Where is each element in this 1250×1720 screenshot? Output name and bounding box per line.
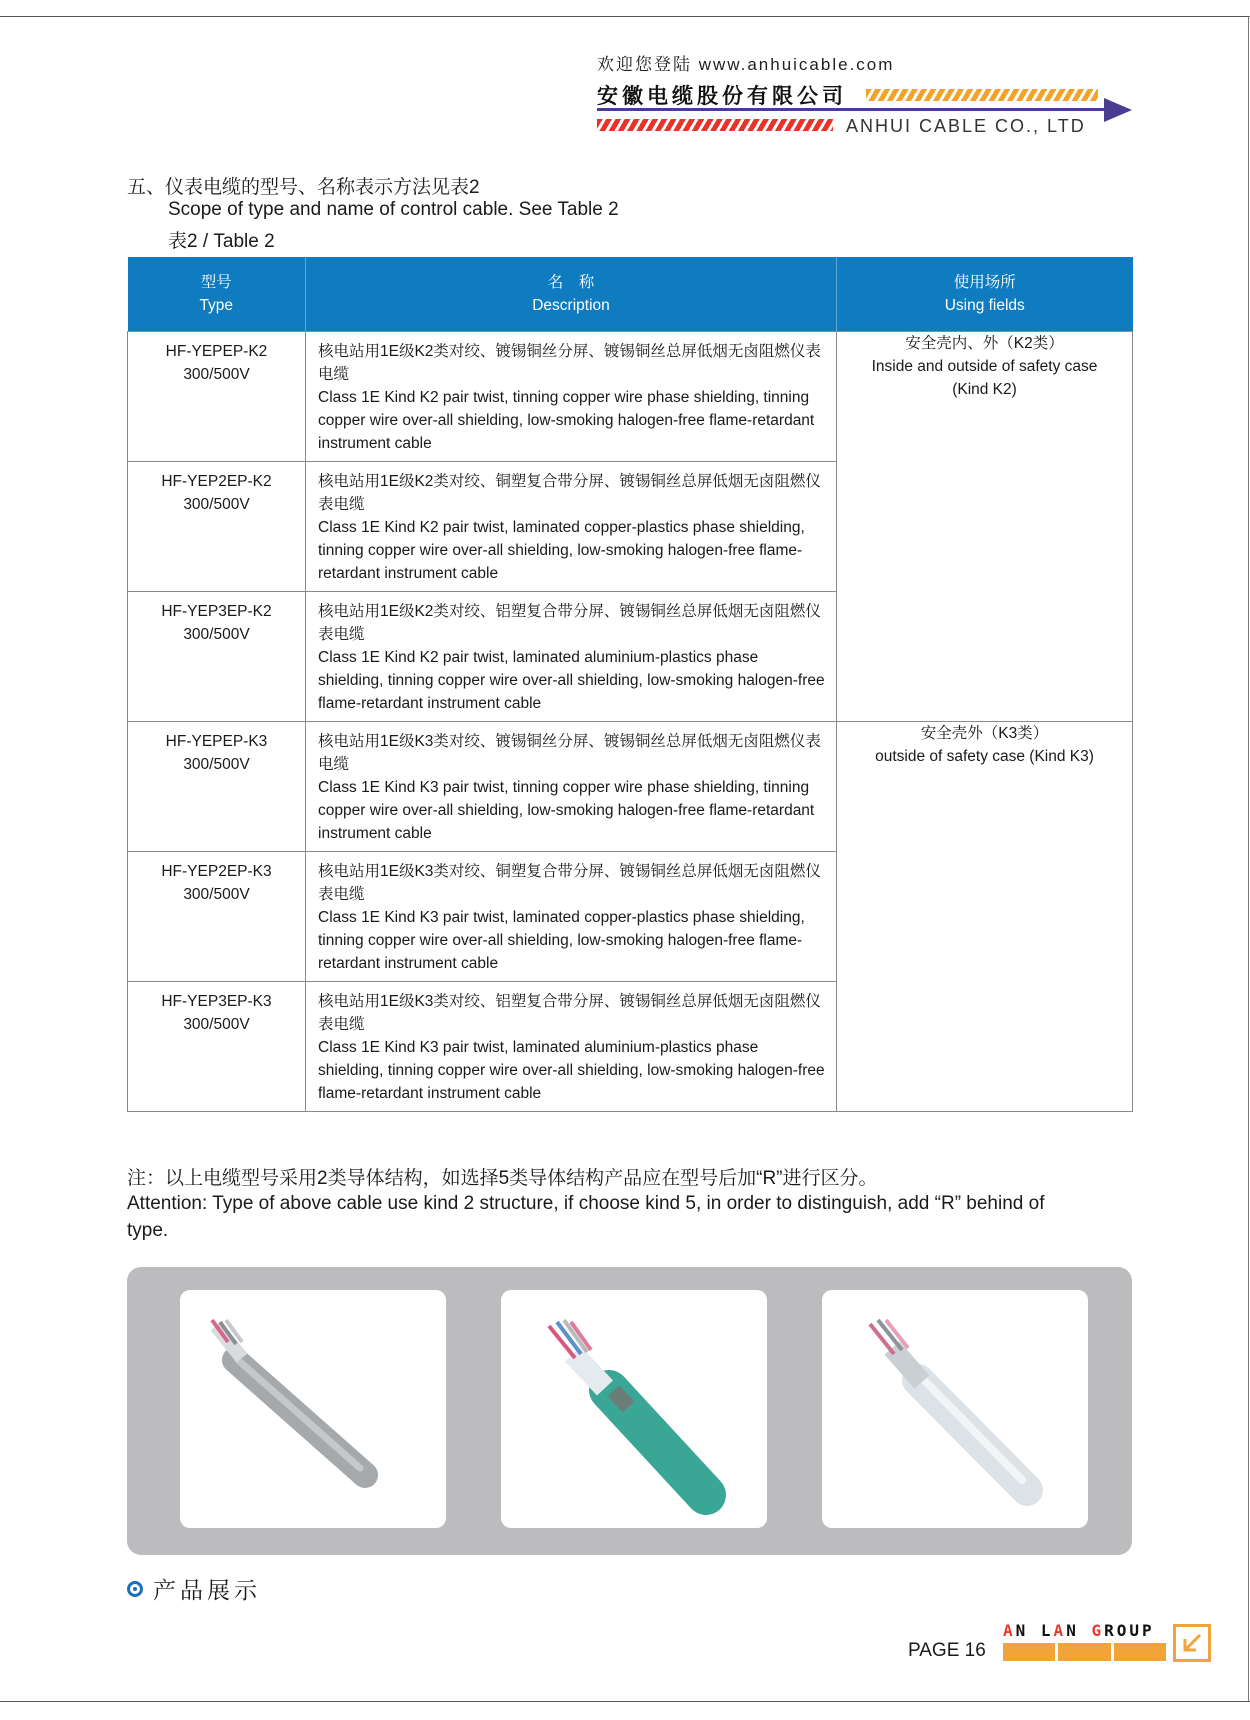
using-field-cell [837,722,1133,1112]
arrow-down-left-icon [1176,1627,1208,1659]
description-en: Class 1E Kind K2 pair twist, laminated copper-plastics phase shielding, tinning copper wire over-all shielding, low-smoking halogen-free flame-retardant instrument cable [318,519,805,582]
model-code: HF-YEPEP-K3 [165,733,268,750]
type-cell [128,852,306,982]
header-type-en: Type [199,297,234,314]
description-en: Class 1E Kind K3 pair twist, laminated aluminium-plastics phase shielding, tinning copper wire over-all shielding, low-smoking halogen-free flame-retardant instrument cable [318,1039,825,1102]
description-en: Class 1E Kind K3 pair twist, laminated copper-plastics phase shielding, tinning copper wire over-all shielding, low-smoking halogen-free flame-retardant instrument cable [318,909,805,972]
bottom-rule [0,1701,1250,1702]
header-field-en: Using fields [944,297,1025,314]
type-cell [128,592,306,722]
voltage-rating: 300/500V [183,496,250,513]
note-cn: 注：以上电缆型号采用2类导体结构，如选择5类导体结构产品应在型号后加“R”进行区分。 [127,1168,878,1189]
using-field-en: outside of safety case (Kind K3) [875,748,1094,765]
cable-image-1 [180,1290,446,1528]
model-code: HF-YEP2EP-K2 [161,473,272,490]
description-en: Class 1E Kind K3 pair twist, tinning copper wire phase shielding, tinning copper wire over-all shielding, low-smoking halogen-free flame-retardant instrument cable [318,779,815,842]
cable-image-3 [822,1290,1088,1528]
header-field-cn: 使用场所 [953,274,1016,291]
brand-part: ROUP [1104,1621,1155,1640]
right-rule [1248,16,1249,1702]
product-panel [127,1267,1132,1555]
header-type [128,257,306,332]
description-cn: 核电站用1E级K3类对绞、铝塑复合带分屏、镀锡铜丝总屏低烟无卤阻燃仪表电缆 [318,993,821,1033]
description-cell [306,852,837,982]
description-cell [306,462,837,592]
brand-part: A [1053,1621,1067,1640]
product-display-label: 产品展示 [153,1577,261,1603]
type-cell [128,982,306,1112]
description-cell [306,332,837,462]
table-label: 表2 / Table 2 [168,231,275,252]
description-en: Class 1E Kind K2 pair twist, laminated aluminium-plastics phase shielding, tinning copper wire over-all shielding, low-smoking halogen-free flame-retardant instrument cable [318,649,825,712]
description-en: Class 1E Kind K2 pair twist, tinning copper wire phase shielding, tinning copper wire over-all shielding, low-smoking halogen-free flame-retardant instrument cable [318,389,815,452]
model-code: HF-YEP3EP-K3 [161,993,272,1010]
table-header-row [128,257,1133,332]
product-photo-1 [180,1290,446,1528]
type-cell [128,332,306,462]
section-title-en: Scope of type and name of control cable. See Table 2 [168,199,619,220]
using-field-cell [837,332,1133,722]
section-title-cn: 五、仪表电缆的型号、名称表示方法见表2 [127,177,480,198]
description-cn: 核电站用1E级K3类对绞、镀锡铜丝分屏、镀锡铜丝总屏低烟无卤阻燃仪表电缆 [318,733,821,773]
brand-bars [1003,1643,1166,1661]
header-arrow-line [597,108,1107,111]
company-name-cn: 安徽电缆股份有限公司 [597,85,847,108]
table-row [128,722,1133,852]
page-number: PAGE 16 [908,1640,986,1661]
type-cell [128,722,306,852]
company-name-en: ANHUI CABLE CO., LTD [846,116,1086,136]
brand-part: A [1003,1621,1016,1640]
description-cn: 核电站用1E级K2类对绞、镀锡铜丝分屏、镀锡铜丝总屏低烟无卤阻燃仪表电缆 [318,343,821,383]
note-en: Attention: Type of above cable use kind 2 structure, if choose kind 5, in order to distinguish, add “R” behind of type. [127,1193,1045,1241]
product-photo-2 [501,1290,767,1528]
product-photo-3 [822,1290,1088,1528]
model-code: HF-YEP2EP-K3 [161,863,272,880]
voltage-rating: 300/500V [183,626,250,643]
model-code: HF-YEP3EP-K2 [161,603,272,620]
top-rule [0,16,1250,17]
description-cn: 核电站用1E级K2类对绞、铝塑复合带分屏、镀锡铜丝总屏低烟无卤阻燃仪表电缆 [318,603,821,643]
header-stripe-red [597,119,833,131]
using-field-en: Inside and outside of safety case (Kind K2) [871,358,1098,398]
description-cell [306,592,837,722]
using-field-cn: 安全壳内、外（K2类） [905,335,1064,352]
voltage-rating: 300/500V [183,886,250,903]
header-desc-en: Description [532,297,610,314]
voltage-rating: 300/500V [183,366,250,383]
brand-part: N L [1015,1621,1054,1640]
brand-arrow-icon [1173,1624,1211,1662]
header-stripe-orange [866,89,1098,101]
description-cell [306,982,837,1112]
model-code: HF-YEPEP-K2 [165,343,268,360]
cable-image-2 [501,1290,767,1528]
brand-part: G [1091,1621,1105,1640]
description-cn: 核电站用1E级K2类对绞、铜塑复合带分屏、镀锡铜丝总屏低烟无卤阻燃仪表电缆 [318,473,821,513]
header-type-cn: 型号 [200,274,232,291]
product-display-heading [127,1572,261,1605]
description-cn: 核电站用1E级K3类对绞、铜塑复合带分屏、镀锡铜丝总屏低烟无卤阻燃仪表电缆 [318,863,821,903]
type-cell [128,462,306,592]
voltage-rating: 300/500V [183,1016,250,1033]
header-desc-cn: 名 称 [547,274,595,291]
bullet-icon [127,1581,143,1597]
table-row [128,332,1133,462]
using-field-cn: 安全壳外（K3类） [920,725,1049,742]
description-cell [306,722,837,852]
welcome-text: 欢迎您登陆 www.anhuicable.com [597,55,895,74]
cable-spec-table [127,257,1133,1112]
arrow-icon [1104,98,1132,122]
voltage-rating: 300/500V [183,756,250,773]
header-description [306,257,837,332]
header-using-fields [837,257,1133,332]
brand-logo-text [1003,1621,1155,1640]
brand-part: N [1066,1621,1092,1640]
